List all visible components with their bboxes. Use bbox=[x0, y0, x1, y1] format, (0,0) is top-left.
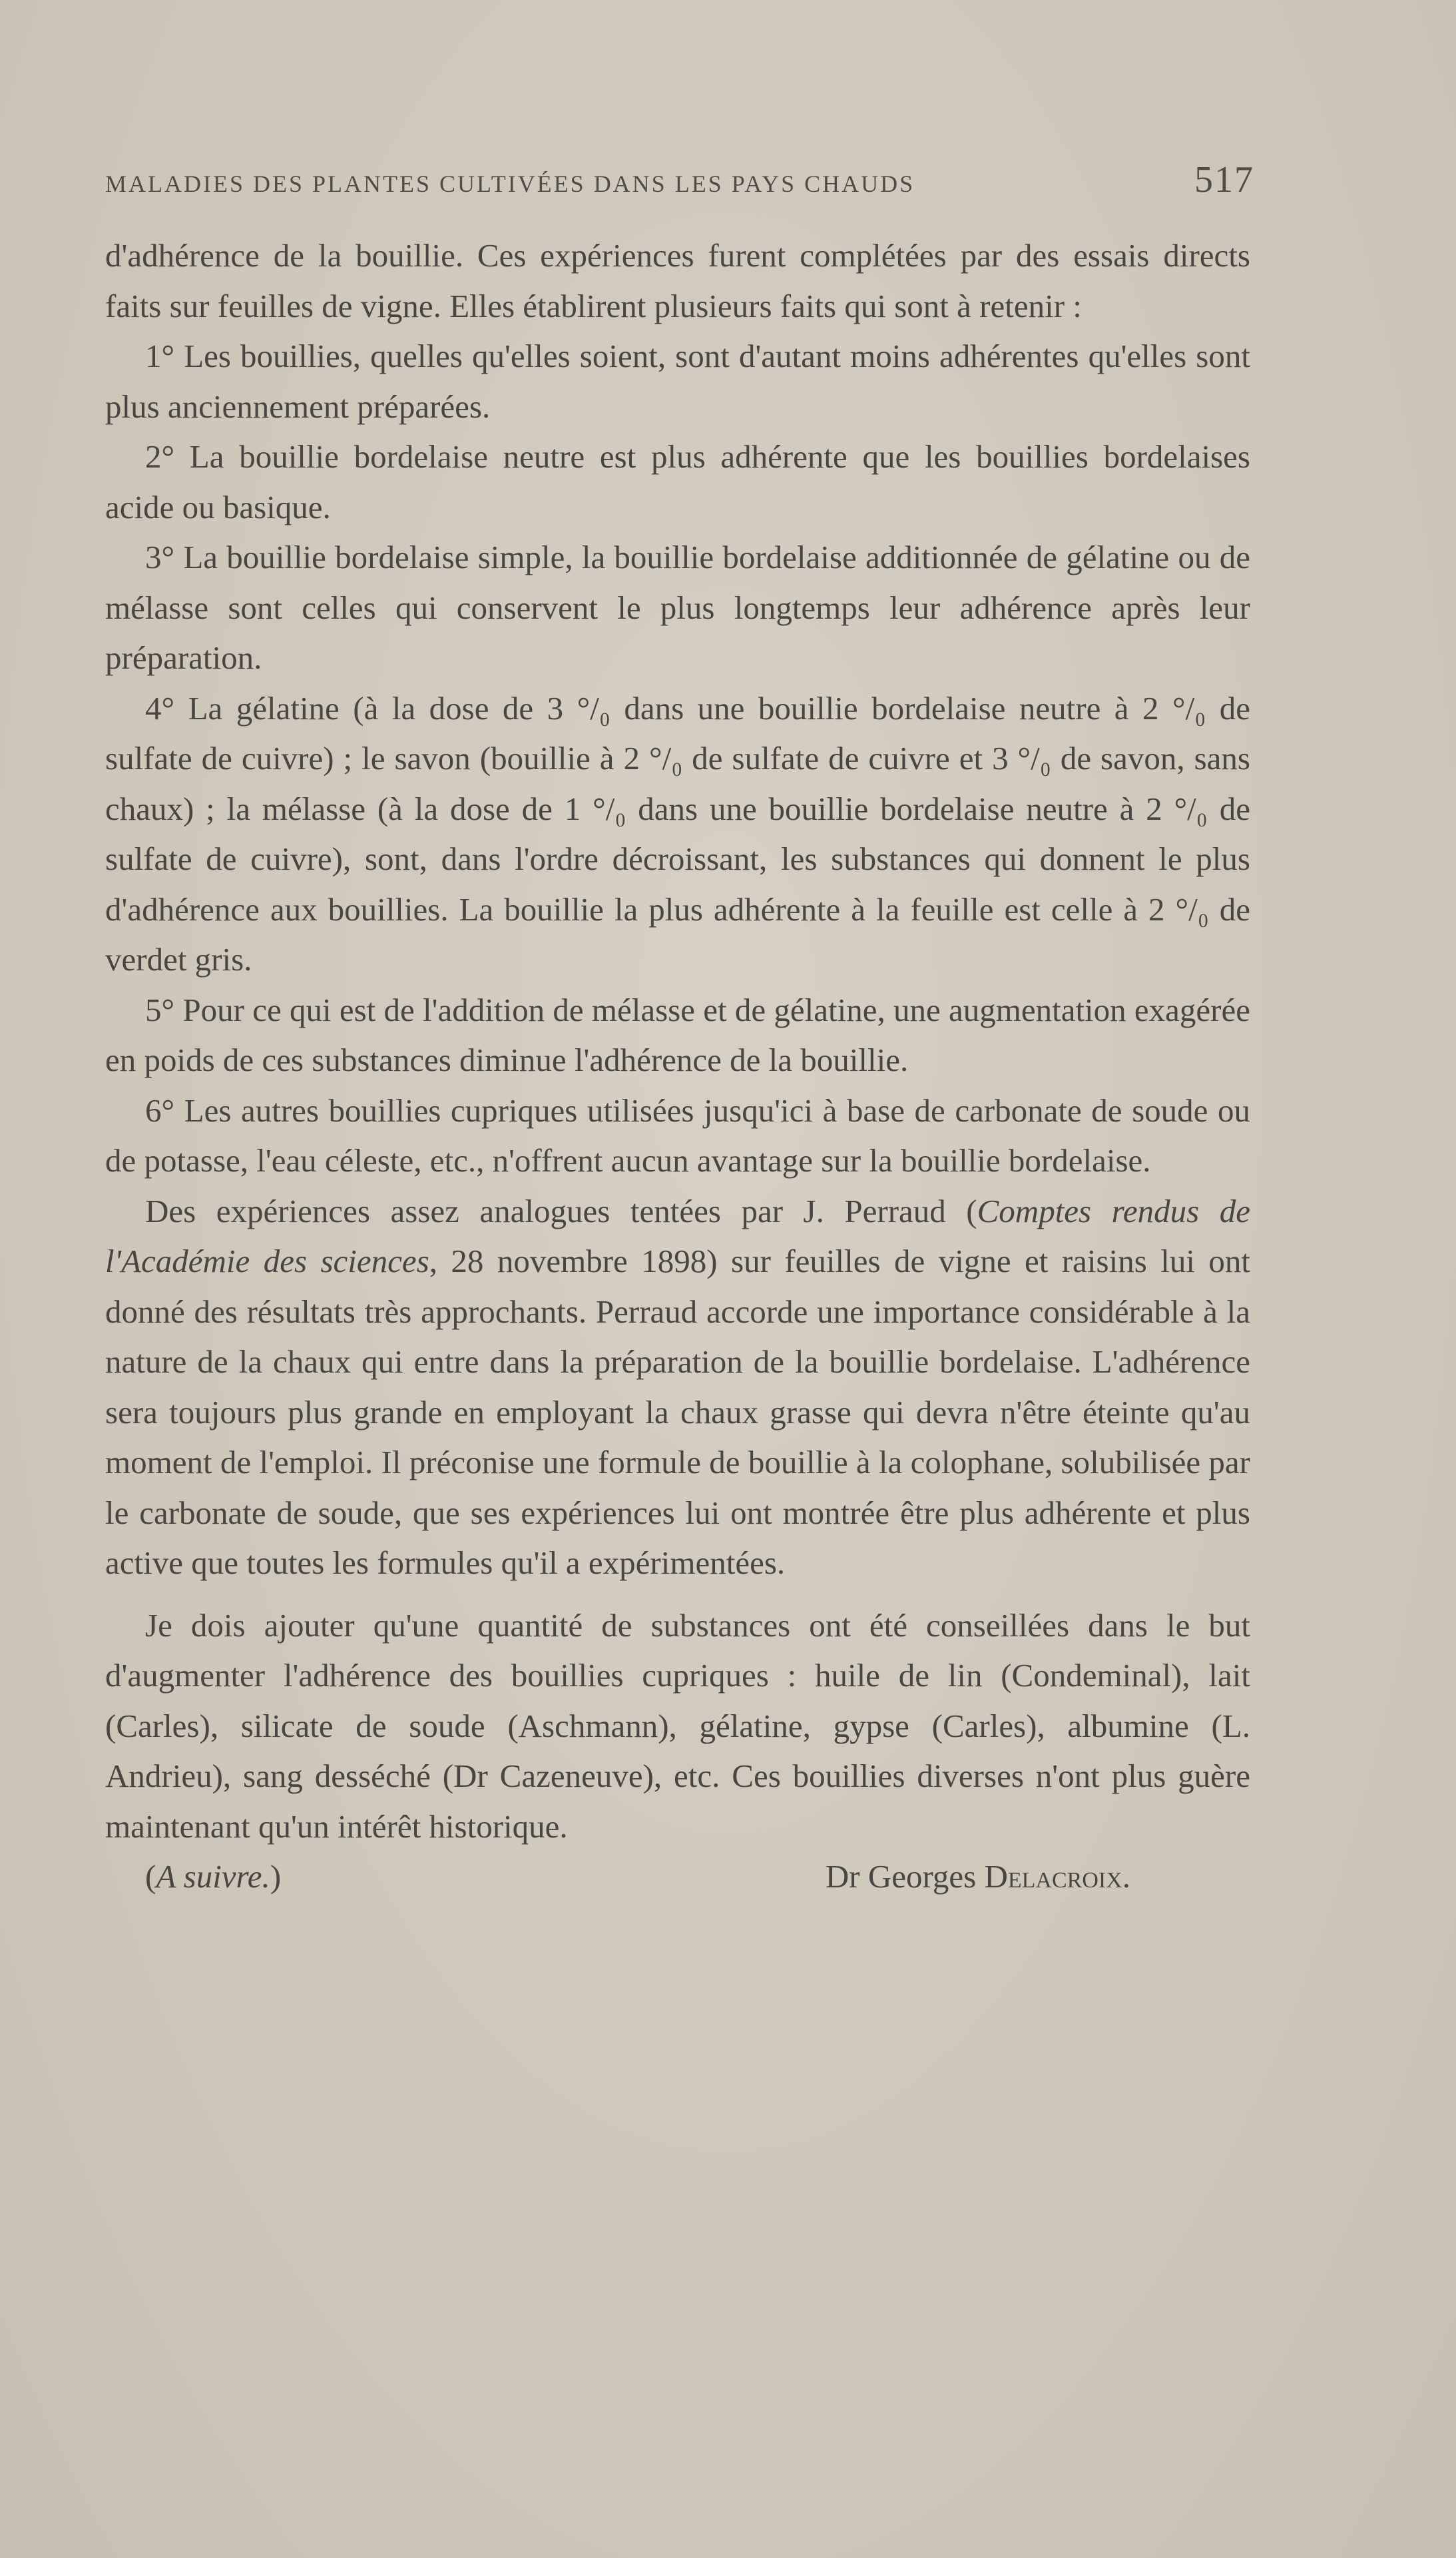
running-title: MALADIES DES PLANTES CULTIVÉES DANS LES PAYS CHAUDS bbox=[105, 170, 915, 197]
list-item: 5° Pour ce qui est de l'addition de mélasse et de gélatine, une augmentation exagérée en poids de ces substances diminue l'adhérence de la bouillie. bbox=[105, 991, 1250, 1078]
running-header bbox=[105, 159, 1254, 212]
body-text bbox=[105, 230, 1250, 1902]
list-item: 2° La bouillie bordelaise neutre est plus adhérente que les bouillies bordelaises acide ou basique. bbox=[105, 438, 1250, 525]
signature-line bbox=[105, 1851, 1250, 1902]
to-be-continued: (A suivre.) bbox=[145, 1858, 282, 1895]
paragraph-perraud bbox=[105, 1186, 1250, 1588]
list-item: 1° Les bouillies, quelles qu'elles soient, sont d'autant moins adhérentes qu'elles sont plus anciennement préparées. bbox=[105, 338, 1250, 425]
perraud-text-before: Des expériences assez analogues tentées par J. Perraud ( bbox=[145, 1192, 977, 1229]
list-item: 3° La bouillie bordelaise simple, la bouillie bordelaise additionnée de gélatine ou de mélasse sont celles qui conservent le plus longtemps leur adhérence après leur préparation. bbox=[105, 539, 1250, 676]
author-signature: Dr Georges Delacroix. bbox=[825, 1858, 1130, 1895]
paragraph-closing: Je dois ajouter qu'une quantité de substances ont été conseillées dans le but d'augmenter l'adhérence des bouillies cupriques : huile de lin (Condeminal), lait (Carles), silicate de soude (Aschmann), gélatine, gypse (Carles), albumine (L. Andrieu), sang desséché (Dr Cazeneuve), etc. Ces bouillies diverses n'ont plus guère maintenant qu'un intérêt historique. bbox=[105, 1606, 1250, 1845]
list-item: 6° Les autres bouillies cupriques utilisées jusqu'ici à base de carbonate de soude ou de potasse, l'eau céleste, etc., n'offrent aucun avantage sur la bouillie bordelaise. bbox=[105, 1092, 1250, 1179]
paragraph: d'adhérence de la bouillie. Ces expériences furent complétées par des essais directs faits sur feuilles de vigne. Elles établirent plusieurs faits qui sont à retenir : bbox=[105, 237, 1250, 324]
perraud-text-after: , 28 novembre 1898) sur feuilles de vigne et raisins lui ont donné des résultats très approchants. Perraud accorde une importance considérable à la nature de la chaux qui entre dans la préparation de la bouillie bordelaise. L'adhérence sera toujours plus grande en employant la chaux grasse qui devra n'être éteinte qu'au moment de l'emploi. Il préconise une formule de bouillie à la colophane, solubilisée par le carbonate de soude, que ses expériences lui ont montrée être plus adhérente et plus active que toutes les formules qu'il a expérimentées. bbox=[105, 1243, 1250, 1581]
list-item: 4° La gélatine (à la dose de 3 °/₀ dans une bouillie bordelaise neutre à 2 °/₀ de sulfate de cuivre) ; le savon (bouillie à 2 °/₀ de sulfate de cuivre et 3 °/₀ de savon, sans chaux) ; la mélasse (à la dose de 1 °/₀ dans une bouillie bordelaise neutre à 2 °/₀ de sulfate de cuivre), sont, dans l'ordre décroissant, les substances qui donnent le plus d'adhérence aux bouillies. La bouillie la plus adhérente à la feuille est celle à 2 °/₀ de verdet gris. bbox=[105, 689, 1250, 978]
page-number: 517 bbox=[1194, 159, 1254, 200]
perraud-citation: Comptes rendus de l'Académie des sciences bbox=[105, 1192, 1250, 1279]
